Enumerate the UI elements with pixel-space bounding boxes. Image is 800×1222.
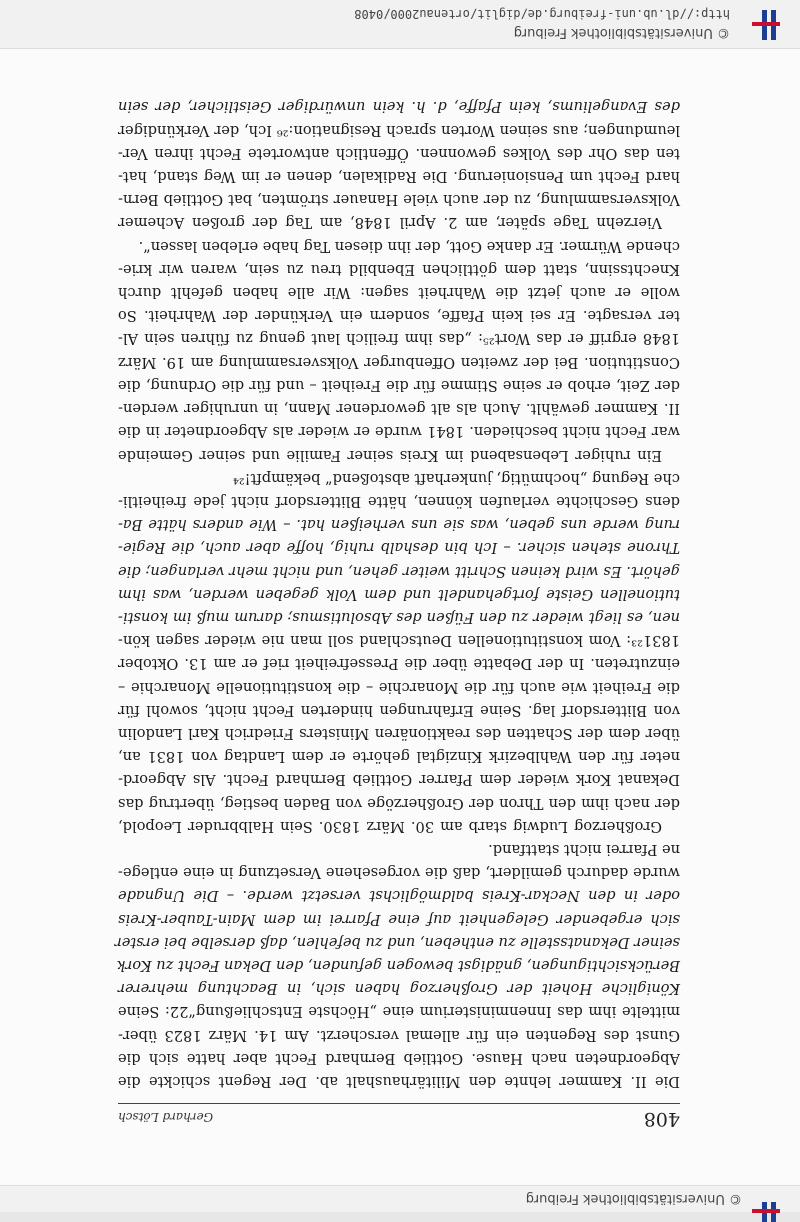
text-line: Die II. Kammer lehnte den Militärhaushalt ab. Der Regent schickte die [118, 1073, 680, 1090]
text-line: die Freiheit wie auch für die Monarchie – die konstitutionelle Monarchie – [118, 678, 680, 696]
page-header [118, 1103, 680, 1130]
text-line: leumdungen; aus seinen Worten sprach Resignation:²⁶ Ich, der Verkündiger [118, 121, 680, 139]
text-line: wolle er auch jetzt die Wahrheit sagen: Wir alle haben gefehlt durch [118, 284, 680, 302]
text-line: wurde dadurch gemildert, daß die vorgesehene Versetzung in eine entlege- [118, 864, 680, 882]
text-line: neter für den Wahlbezirk Kinzigtal gehörte er dem Landtag von 1831 an, [118, 748, 680, 766]
text-line: 1831²³: Vom konstitutionellen Deutschland soll man nie wieder sagen kön- [118, 632, 680, 650]
text-line: Königliche Hoheit der Großherzog haben sich, in Beachtung mehrerer [118, 980, 680, 998]
text-line: über dem der Schatten des reaktionären Ministers Friedrich Karl Landolin [118, 724, 680, 742]
text-line: war Fecht nicht beschieden. 1841 wurde er wieder als Abgeordneter in die [118, 423, 680, 441]
text-line: oder in den Neckar-Kreis baldmöglichst versetzt werde. – Die Ungnade [118, 887, 680, 905]
text-line: ne Pfarrei nicht stattfand. [488, 840, 680, 858]
text-line: nen, es liegt wieder zu den Füßen des Absolutismus; darum muß im konsti- [118, 608, 680, 626]
text-line: dens Geschichte verlaufen können, hätte Blittersdorf nicht jede freiheitli- [118, 492, 680, 510]
text-line: der nach ihm den Thron der Großherzöge von Baden bestieg, übertrug das [118, 794, 680, 812]
text-line: der Zeit, erhob er seine Stimme für die Freiheit – und für die Ordnung, die [118, 376, 680, 394]
viewer-bottom-bar [0, 0, 800, 49]
viewer-top-bar [0, 1185, 800, 1212]
text-line: Dekanat Kork wieder dem Pfarrer Gottlieb Bernhard Fecht. Als Abgeord- [118, 771, 680, 789]
text-line: 1848 ergriff er das Wort²⁵: „das ihm freilich laut genug zu führen sein Al- [118, 330, 680, 348]
text-line: einzutreten. In der Debatte über die Pressefreiheit rief er am 13. Oktober [118, 655, 680, 673]
text-line: tutionellen Geiste fortgehandelt und dem Volk gegeben werden, was ihm [118, 585, 680, 603]
library-logo-icon [752, 1202, 780, 1222]
text-line: gehört. Es wird keinen Schritt weiter gehen, und nicht mehr verlangen; die [118, 562, 680, 580]
text-line: sich ergebender Gelegenheit auf eine Pfarrei im dem Main-Tauber-Kreis [118, 910, 680, 928]
text-line: Abgeordneten nach Hause. Gottlieb Bernhard Fecht aber hatte sich die [118, 1049, 680, 1067]
text-line: seiner Dekanatsstelle zu entheben, und zu befehlen, daß derselbe bei erster [114, 933, 680, 951]
library-label-top: © Universitätsbibliothek Freiburg [525, 1191, 742, 1206]
text-line: hard Fecht um Pensionierung. Die Radikalen, denen er im Weg stand, hat- [118, 168, 680, 186]
text-line: Großherzog Ludwig starb am 30. März 1830. Sein Halbbruder Leopold, [118, 817, 662, 835]
library-logo-icon [752, 10, 780, 40]
text-line: Volksversammlung, zu der auch viele Hanauer strömten, bat Gottlieb Bern- [118, 191, 680, 209]
text-line: von Blittersdorf lag. Seine Erfahrungen hinderten Fecht nicht, sowohl für [118, 701, 680, 719]
text-line: rung werde uns geben, was sie uns verheißen hat. – Wie anders hätte Ba- [118, 516, 680, 534]
text-line: Vierzehn Tage später, am 2. April 1848, am Tag der großen Achemer [118, 214, 662, 232]
text-line: Ein ruhiger Lebensabend im Kreis seiner Familie und seiner Gemeinde [118, 446, 662, 464]
page-content [114, 95, 680, 1130]
library-label: © Universitätsbibliothek Freiburg [513, 25, 730, 40]
page-number: 408 [643, 1108, 680, 1130]
text-line: chende Würmer. Er danke Gott, der ihn diesen Tag habe erleben lassen“. [138, 237, 680, 255]
text-line: Throne stehen sicher. – Ich bin deshalb ruhig, hoffe aber auch, die Regie- [118, 539, 680, 557]
text-line: des Evangeliums, kein Pfaffe, d. h. kein unwürdiger Geistlicher, der sein [118, 98, 680, 116]
text-line: Gunst des Regenten ein für allemal verscherzt. Am 14. März 1823 über- [118, 1026, 680, 1044]
text-line: Constitution. Bei der zweiten Offenburger Volksversammlung am 19. März [118, 353, 680, 371]
text-line: ter versagte. Er sei kein Pfaffe, sondern ein Verkünder der Wahrheit. So [118, 307, 680, 325]
text-line: II. Kammer gewählt. Auch als alt gewordener Mann, in unruhiger werden- [118, 400, 680, 418]
page-url-link[interactable]: http://dl.ub.uni-freiburg.de/diglit/ortenau2000/0408 [354, 7, 730, 21]
text-line: Knechtssinn, statt dem göttlichen Ebenbild treu zu sein, waren wir krie- [118, 260, 680, 278]
text-line: Berücksichtigungen, gnädigst bewogen gefunden, den Dekan Fecht zu Kork [116, 956, 680, 974]
text-line: mittelte ihm das Innenministerium eine „Höchste Entschließung“22: Seine [118, 1003, 680, 1021]
body-text [114, 95, 680, 1093]
text-line: ten das Ohr des Volkes gewonnen. Öffentlich antwortete Fecht ihren Ver- [118, 144, 680, 162]
running-head-author: Gerhard Lötsch [118, 1110, 214, 1124]
text-line: che Regung „hochmütig, junkerhaft abstoßend“ bekämpft!²⁴ [232, 469, 680, 487]
